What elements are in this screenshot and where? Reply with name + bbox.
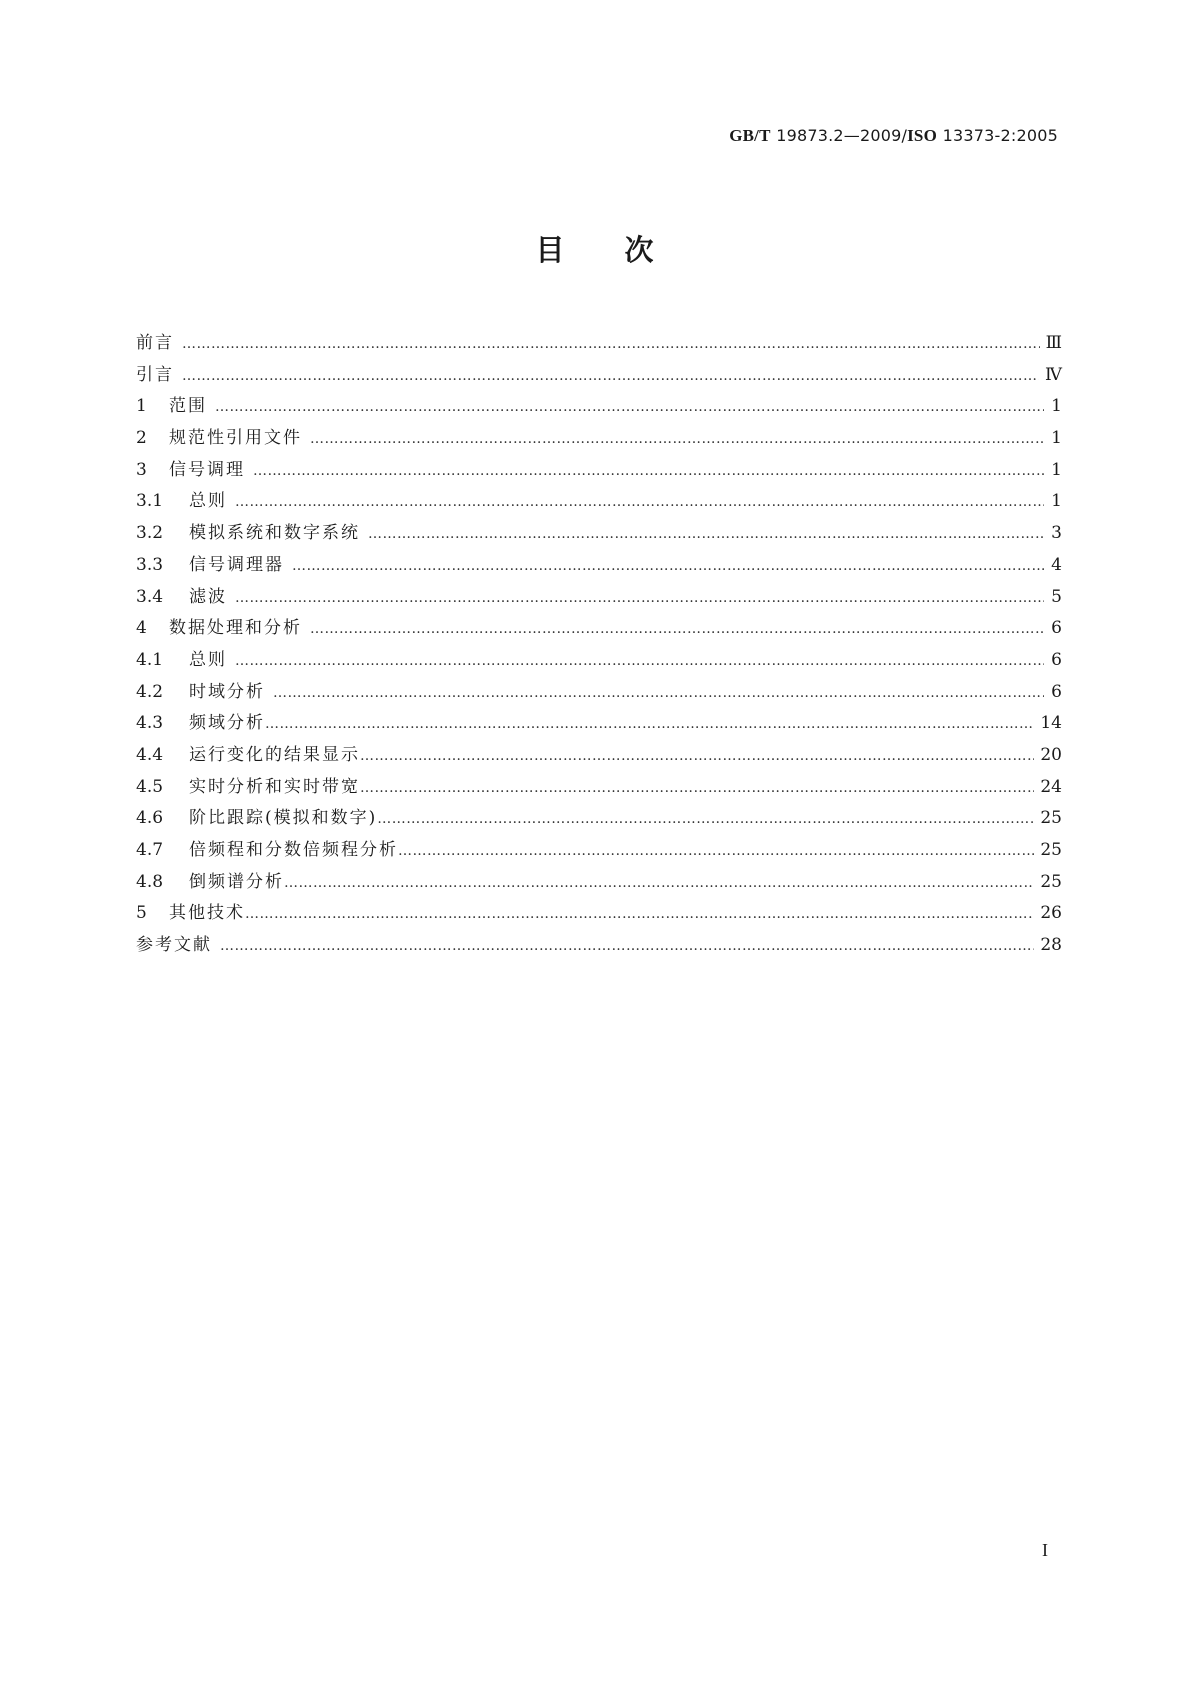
toc-entry-label: 倍频程和分数倍频程分析	[189, 840, 398, 860]
toc-leader-dots	[284, 875, 1034, 891]
toc-leader-dots	[310, 621, 1044, 637]
toc-leader-dots	[253, 463, 1044, 479]
toc-entry-number: 4.8	[136, 871, 164, 892]
toc-entry-page: 3	[1051, 523, 1062, 544]
toc-entry-number: 3.3	[136, 554, 164, 575]
toc-entry-label: 运行变化的结果显示	[189, 744, 360, 765]
toc-entry-number: 3.4	[136, 586, 164, 607]
toc-leader-dots	[235, 653, 1044, 669]
toc-entry-label: 参考文献	[136, 935, 212, 956]
toc-entry[interactable]	[136, 930, 1062, 962]
toc-entry-label: 模拟系统和数字系统	[189, 523, 360, 544]
toc-entry-label: 总则	[189, 491, 227, 512]
toc-leader-dots	[215, 399, 1044, 415]
toc-entry[interactable]	[136, 740, 1062, 772]
toc-entry[interactable]	[136, 708, 1062, 740]
toc-entry[interactable]	[136, 867, 1062, 899]
toc-entry-number: 4.3	[136, 713, 164, 734]
toc-entry[interactable]	[136, 518, 1062, 550]
toc-leader-dots	[265, 716, 1034, 732]
toc-entry-page: 1	[1051, 428, 1062, 449]
toc-entry-page: 25	[1040, 840, 1062, 860]
toc-entry-label: 范围	[169, 396, 207, 417]
toc-entry-label: 前言	[136, 333, 174, 353]
title-char-1: 目	[535, 233, 567, 267]
toc-leader-dots	[273, 685, 1044, 701]
toc-entry-label: 阶比跟踪(模拟和数字)	[189, 808, 378, 829]
toc-leader-dots	[182, 368, 1039, 384]
toc-entry[interactable]	[136, 550, 1062, 582]
toc-entry-number: 4.5	[136, 776, 164, 797]
toc-entry[interactable]	[136, 391, 1062, 423]
toc-entry-label: 规范性引用文件	[169, 428, 302, 449]
toc-entry-label: 信号调理器	[189, 554, 284, 575]
toc-entry-number: 3.2	[136, 523, 164, 544]
toc-entry-page: 6	[1051, 618, 1062, 639]
toc-leader-dots	[245, 906, 1034, 922]
toc-entry-number: 5	[136, 903, 147, 924]
toc-entry-page: 5	[1051, 586, 1062, 607]
toc-entry-label: 总则	[189, 649, 227, 670]
toc-leader-dots	[377, 811, 1034, 827]
toc-entry-page: 24	[1040, 776, 1062, 797]
table-of-contents	[136, 328, 1062, 962]
toc-entry-label: 信号调理	[169, 459, 245, 480]
toc-entry-page: 26	[1040, 903, 1062, 924]
toc-entry[interactable]	[136, 677, 1062, 709]
toc-leader-dots	[292, 558, 1044, 574]
toc-entry[interactable]	[136, 835, 1062, 867]
toc-entry-page: 1	[1051, 396, 1062, 417]
toc-entry-label: 倒频谱分析	[189, 871, 284, 892]
iso-number: 13373-2:2005	[942, 126, 1058, 145]
toc-entry-label: 频域分析	[189, 713, 265, 734]
toc-entry-label: 其他技术	[169, 903, 245, 924]
toc-entry-label: 滤波	[189, 586, 227, 607]
toc-entry[interactable]	[136, 328, 1062, 360]
toc-entry-number: 3.1	[136, 491, 164, 512]
toc-entry-page: Ⅲ	[1045, 333, 1062, 353]
toc-entry-label: 引言	[136, 364, 174, 385]
toc-leader-dots	[360, 780, 1034, 796]
toc-entry[interactable]	[136, 486, 1062, 518]
page-number: I	[1042, 1540, 1048, 1560]
toc-entry-page: 6	[1051, 649, 1062, 670]
toc-leader-dots	[360, 748, 1034, 764]
toc-leader-dots	[235, 494, 1044, 510]
toc-leader-dots	[310, 431, 1044, 447]
toc-entry-page: 28	[1040, 935, 1062, 956]
toc-entry-page: 25	[1040, 871, 1062, 892]
toc-entry-page: 20	[1040, 744, 1062, 765]
toc-leader-dots	[368, 526, 1044, 542]
iso-prefix: ISO	[907, 126, 938, 145]
toc-entry[interactable]	[136, 613, 1062, 645]
toc-entry[interactable]	[136, 898, 1062, 930]
toc-entry-number: 4	[136, 618, 147, 639]
toc-entry-page: 25	[1040, 808, 1062, 829]
std-number: 19873.2—2009/	[776, 126, 908, 145]
toc-entry[interactable]	[136, 803, 1062, 835]
toc-entry[interactable]	[136, 423, 1062, 455]
toc-entry[interactable]	[136, 645, 1062, 677]
toc-entry[interactable]	[136, 360, 1062, 392]
toc-entry[interactable]	[136, 582, 1062, 614]
toc-entry-label: 数据处理和分析	[169, 618, 302, 639]
toc-entry-page: Ⅳ	[1045, 364, 1062, 385]
toc-leader-dots	[182, 336, 1040, 352]
toc-entry-number: 4.6	[136, 808, 164, 829]
toc-entry-number: 4.4	[136, 744, 164, 765]
toc-entry-number: 4.2	[136, 681, 164, 702]
toc-entry-number: 1	[136, 396, 147, 417]
toc-entry-page: 14	[1040, 713, 1062, 734]
toc-entry-page: 6	[1051, 681, 1062, 702]
toc-entry[interactable]	[136, 455, 1062, 487]
toc-entry-page: 4	[1051, 554, 1062, 575]
toc-entry[interactable]	[136, 772, 1062, 804]
toc-entry-number: 3	[136, 459, 147, 480]
toc-entry-label: 实时分析和实时带宽	[189, 776, 360, 797]
page-title	[0, 228, 1191, 269]
toc-leader-dots	[220, 938, 1034, 954]
toc-leader-dots	[398, 843, 1034, 859]
toc-entry-number: 4.7	[136, 840, 164, 860]
toc-entry-label: 时域分析	[189, 681, 265, 702]
title-char-2: 次	[624, 233, 656, 267]
toc-entry-page: 1	[1051, 459, 1062, 480]
toc-entry-number: 4.1	[136, 649, 164, 670]
standard-code	[729, 126, 1058, 146]
toc-entry-page: 1	[1051, 491, 1062, 512]
toc-leader-dots	[235, 590, 1044, 606]
toc-entry-number: 2	[136, 428, 147, 449]
std-prefix: GB/T	[729, 126, 771, 145]
